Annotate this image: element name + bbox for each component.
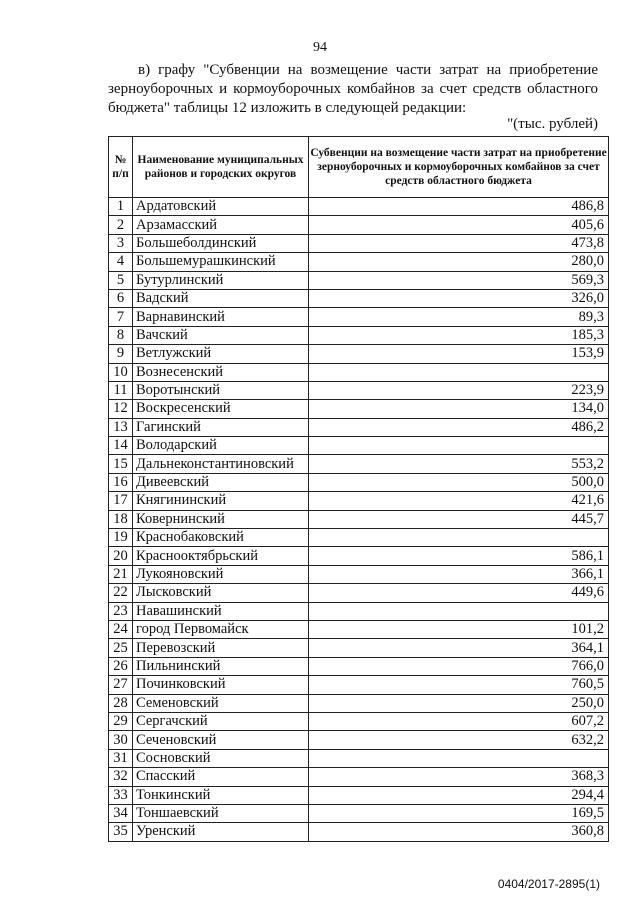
row-number: 8 [109,326,133,344]
row-number: 18 [109,510,133,528]
subsidy-value: 280,0 [309,253,609,271]
table-row [109,768,609,786]
district-name: город Первомайск [133,620,309,638]
district-name: Починковский [133,676,309,694]
table-row [109,804,609,822]
subsidy-value [309,529,609,547]
row-number: 1 [109,198,133,216]
subsidy-value: 766,0 [309,657,609,675]
table-row [109,547,609,565]
subsidy-value: 500,0 [309,473,609,491]
table-row [109,823,609,841]
district-name: Тонкинский [133,786,309,804]
subsidy-value: 89,3 [309,308,609,326]
row-number: 27 [109,676,133,694]
subsidy-value: 486,8 [309,198,609,216]
subsidy-value: 607,2 [309,712,609,730]
table-row [109,308,609,326]
row-number: 19 [109,529,133,547]
district-name: Сергачский [133,712,309,730]
district-name: Бутурлинский [133,271,309,289]
table-row [109,712,609,730]
subsidy-value [309,749,609,767]
subsidy-value: 185,3 [309,326,609,344]
subsidy-value: 421,6 [309,492,609,510]
district-name: Спасский [133,768,309,786]
row-number: 28 [109,694,133,712]
intro-paragraph [108,61,598,118]
district-name: Пильнинский [133,657,309,675]
subsidy-value: 223,9 [309,381,609,399]
table-row [109,381,609,399]
district-name: Гагинский [133,418,309,436]
row-number: 31 [109,749,133,767]
table-row [109,584,609,602]
subsidy-value: 366,1 [309,565,609,583]
table-row [109,639,609,657]
subsidy-value [309,602,609,620]
row-number: 15 [109,455,133,473]
subsidy-value: 364,1 [309,639,609,657]
header-num: № п/п [109,137,133,198]
table-row [109,510,609,528]
district-name: Княгининский [133,492,309,510]
district-name: Воскресенский [133,400,309,418]
district-name: Краснооктябрьский [133,547,309,565]
table-row [109,253,609,271]
district-name: Навашинский [133,602,309,620]
district-name: Лукояновский [133,565,309,583]
district-name: Воротынский [133,381,309,399]
row-number: 16 [109,473,133,491]
table-row [109,437,609,455]
district-name: Володарский [133,437,309,455]
district-name: Ковернинский [133,510,309,528]
table-row [109,455,609,473]
subsidy-value: 569,3 [309,271,609,289]
table-row [109,271,609,289]
district-name: Перевозский [133,639,309,657]
row-number: 33 [109,786,133,804]
units-label: "(тыс. рублей) [507,116,598,132]
table-row [109,694,609,712]
district-name: Арзамасский [133,216,309,234]
row-number: 25 [109,639,133,657]
subsidy-value: 294,4 [309,786,609,804]
district-name: Варнавинский [133,308,309,326]
table-row [109,363,609,381]
row-number: 5 [109,271,133,289]
row-number: 34 [109,804,133,822]
district-name: Сосновский [133,749,309,767]
row-number: 3 [109,234,133,252]
district-name: Вадский [133,289,309,307]
row-number: 22 [109,584,133,602]
row-number: 23 [109,602,133,620]
row-number: 26 [109,657,133,675]
table-row [109,289,609,307]
district-name: Дивеевский [133,473,309,491]
intro-text: в) графу "Субвенции на возмещение части затрат на приобретение зерноуборочных и кормоуборочных комбайнов за счет средств областного бюджета" таблицы 12 изложить в следующей редакции: [108,62,598,116]
district-name: Краснобаковский [133,529,309,547]
subsidy-value: 169,5 [309,804,609,822]
row-number: 29 [109,712,133,730]
row-number: 10 [109,363,133,381]
header-value: Субвенции на возмещение части затрат на приобретение зерноуборочных и кормоуборочных комбайнов за счет средств областного бюджета [309,137,609,198]
table-row [109,786,609,804]
subsidy-value: 153,9 [309,345,609,363]
subsidy-value: 360,8 [309,823,609,841]
table-row [109,198,609,216]
subsidy-value: 486,2 [309,418,609,436]
subsidy-value: 553,2 [309,455,609,473]
row-number: 2 [109,216,133,234]
table-row [109,676,609,694]
subsidy-value: 586,1 [309,547,609,565]
table-row [109,565,609,583]
subsidy-value [309,437,609,455]
subsidy-value: 760,5 [309,676,609,694]
subsidy-value [309,363,609,381]
table-row [109,620,609,638]
subsidy-value: 405,6 [309,216,609,234]
row-number: 20 [109,547,133,565]
row-number: 12 [109,400,133,418]
row-number: 14 [109,437,133,455]
district-name: Вачский [133,326,309,344]
table-row [109,749,609,767]
district-name: Вознесенский [133,363,309,381]
table-body [109,198,609,842]
row-number: 6 [109,289,133,307]
district-name: Дальнеконстантиновский [133,455,309,473]
row-number: 21 [109,565,133,583]
table-row [109,418,609,436]
subsidy-value: 473,8 [309,234,609,252]
row-number: 9 [109,345,133,363]
district-name: Ветлужский [133,345,309,363]
district-name: Большеболдинский [133,234,309,252]
row-number: 24 [109,620,133,638]
table-row [109,326,609,344]
row-number: 30 [109,731,133,749]
district-name: Сеченовский [133,731,309,749]
row-number: 13 [109,418,133,436]
table-row [109,216,609,234]
page-number: 94 [313,40,327,55]
table-row [109,473,609,491]
table-row [109,657,609,675]
row-number: 7 [109,308,133,326]
row-number: 11 [109,381,133,399]
table-row [109,529,609,547]
document-reference: 0404/2017-2895(1) [497,877,600,891]
row-number: 32 [109,768,133,786]
row-number: 4 [109,253,133,271]
subsidy-table [108,136,609,842]
subsidy-value: 445,7 [309,510,609,528]
table-row [109,731,609,749]
subsidy-value: 632,2 [309,731,609,749]
table-row [109,234,609,252]
district-name: Ардатовский [133,198,309,216]
table-header-row [109,137,609,198]
subsidy-value: 134,0 [309,400,609,418]
table-row [109,492,609,510]
district-name: Лысковский [133,584,309,602]
table-row [109,602,609,620]
table-row [109,345,609,363]
subsidy-value: 449,6 [309,584,609,602]
row-number: 35 [109,823,133,841]
district-name: Тоншаевский [133,804,309,822]
subsidy-value: 101,2 [309,620,609,638]
row-number: 17 [109,492,133,510]
subsidy-value: 368,3 [309,768,609,786]
table-row [109,400,609,418]
district-name: Уренский [133,823,309,841]
subsidy-value: 326,0 [309,289,609,307]
district-name: Большемурашкинский [133,253,309,271]
district-name: Семеновский [133,694,309,712]
header-name: Наименование муниципальных районов и городских округов [133,137,309,198]
subsidy-value: 250,0 [309,694,609,712]
